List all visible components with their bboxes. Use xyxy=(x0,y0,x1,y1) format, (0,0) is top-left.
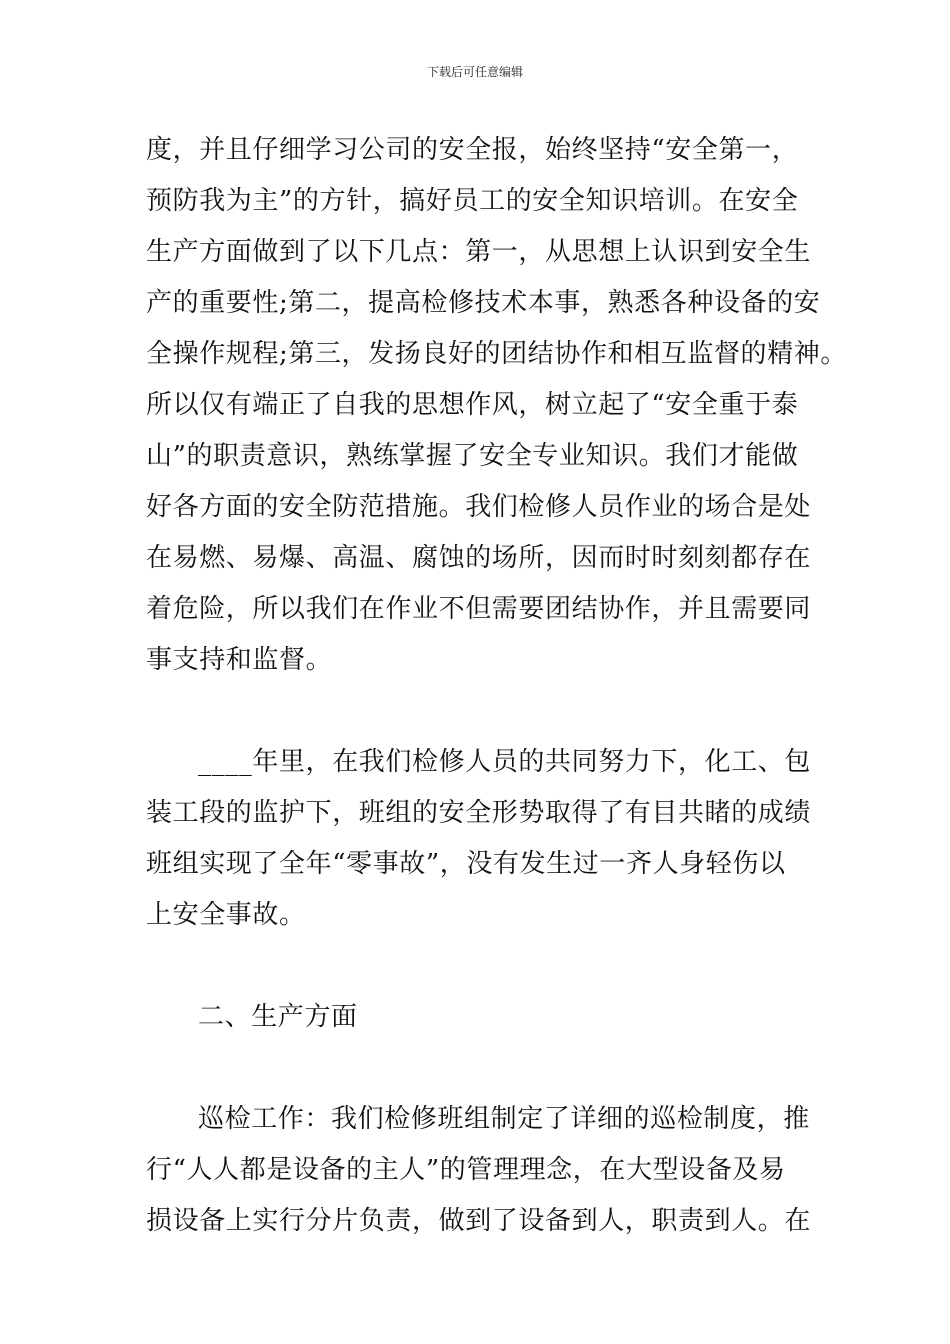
text-line: 产的重要性;第二，提高检修技术本事，熟悉各种设备的安 xyxy=(146,288,821,318)
text-line: 在易燃、易爆、高温、腐蚀的场所，因而时时刻刻都存在 xyxy=(146,543,812,573)
text-line: 生产方面做到了以下几点：第一，从思想上认识到安全生 xyxy=(146,237,812,267)
section-heading: 二、生产方面 xyxy=(198,1002,358,1032)
text-line: 事支持和监督。 xyxy=(146,645,333,675)
text-line: 预防我为主”的方针，搞好员工的安全知识培训。在安全 xyxy=(146,186,799,216)
paragraph-gap xyxy=(146,944,816,995)
text-line: 着危险，所以我们在作业不但需要团结协作，并且需要同 xyxy=(146,594,812,624)
text-line: 山”的职责意识，熟练掌握了安全专业知识。我们才能做 xyxy=(146,441,799,471)
paragraph-zero-accident xyxy=(146,740,816,944)
paragraph-gap xyxy=(146,1046,816,1097)
paragraph-gap xyxy=(146,689,816,740)
paragraph-inspection xyxy=(146,1097,816,1250)
document-body xyxy=(146,128,847,1250)
text-line: 巡检工作：我们检修班组制定了详细的巡检制度，推 xyxy=(198,1104,810,1134)
text-line: 全操作规程;第三，发扬良好的团结协作和相互监督的精神。 xyxy=(146,339,847,369)
paragraph-safety-continued xyxy=(146,128,847,689)
text-line: 班组实现了全年“零事故”，没有发生过一齐人身轻伤以 xyxy=(146,849,786,879)
page-header: 下载后可任意编辑 xyxy=(426,65,523,79)
text-line: 度，并且仔细学习公司的安全报，始终坚持“安全第一， xyxy=(146,135,799,165)
text-line: 好各方面的安全防范措施。我们检修人员作业的场合是处 xyxy=(146,492,812,522)
text-line: ____年里，在我们检修人员的共同努力下，化工、包 xyxy=(198,747,812,777)
text-line: 行“人人都是设备的主人”的管理理念，在大型设备及易 xyxy=(146,1155,786,1185)
text-line: 装工段的监护下，班组的安全形势取得了有目共睹的成绩 xyxy=(146,798,812,828)
text-line: 所以仅有端正了自我的思想作风，树立起了“安全重于泰 xyxy=(146,390,799,420)
text-line: 上安全事故。 xyxy=(146,900,306,930)
section-heading-production xyxy=(146,995,816,1046)
text-line: 损设备上实行分片负责，做到了设备到人，职责到人。在 xyxy=(146,1206,812,1236)
